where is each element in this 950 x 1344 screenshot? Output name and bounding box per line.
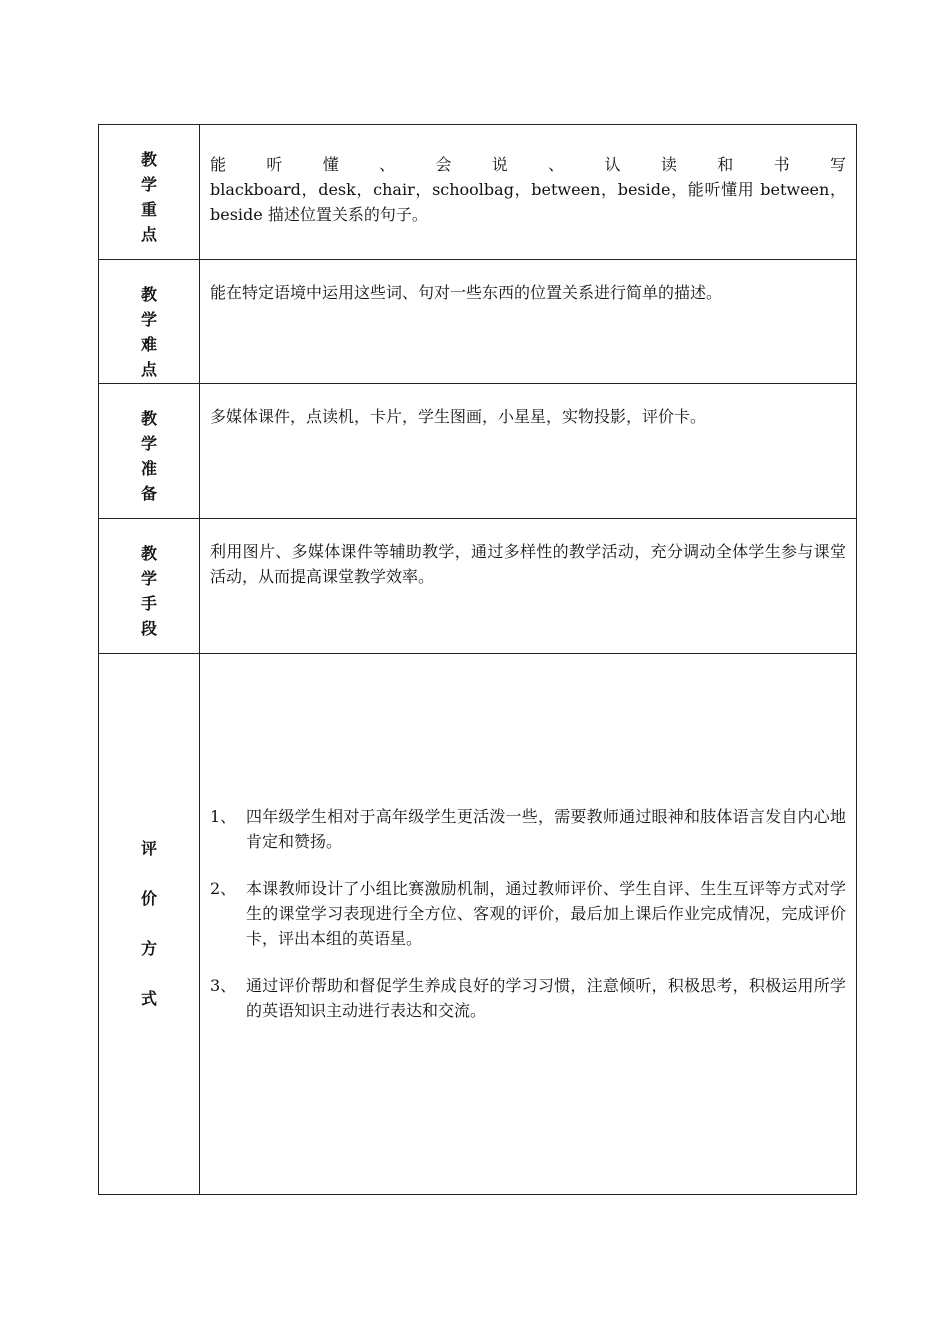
label-char: 重 [140,200,157,219]
char: 写 [829,155,846,174]
content-cell [200,125,857,260]
item-text: 四年级学生相对于高年级学生更活泼一些，需要教师通过眼神和肢体语言发自内心地肯定和赞扬。 [246,806,846,851]
label-char: 段 [140,619,157,638]
label-char: 评 [140,839,157,858]
label-char: 学 [140,434,157,453]
label-char: 教 [140,544,157,563]
label-char: 教 [140,409,157,428]
item-text: 本课教师设计了小组比赛激励机制，通过教师评价、学生自评、生生互评等方式对学生的课堂学习表现进行全方位、客观的评价，最后加上课后作业完成情况，完成评价卡，评出本组的英语星。 [246,878,846,948]
char: 、 [379,155,396,174]
char: 懂 [322,155,339,174]
key-points-rest: blackboard，desk，chair，schoolbag，between，beside，能听懂用 between，beside 描述位置关系的句子。 [210,180,846,224]
item-number: 3、 [210,975,237,995]
row-key-points [99,125,857,260]
row-evaluation [99,654,857,1195]
item-text: 通过评价帮助和督促学生养成良好的学习习惯，注意倾听，积极思考，积极运用所学的英语知识主动进行表达和交流。 [246,975,846,1020]
label-char: 点 [140,225,157,244]
preparation-text: 多媒体课件，点读机，卡片，学生图画，小星星，实物投影，评价卡。 [210,407,707,426]
content-cell [200,260,857,384]
label-char: 学 [140,175,157,194]
stretched-first-line [210,152,846,177]
label-char: 备 [140,484,157,503]
label-cell [99,519,200,654]
content-cell [200,654,857,1195]
row-label-evaluation [99,654,199,1194]
label-char: 难 [140,335,157,354]
label-char: 教 [140,150,157,169]
char: 听 [266,155,283,174]
label-stack [141,824,157,1024]
label-char: 学 [140,569,157,588]
label-cell [99,260,200,384]
label-char: 方 [140,939,157,958]
char: 认 [604,155,621,174]
lesson-plan-table [98,124,857,1195]
evaluation-list [210,654,846,1194]
row-label-difficulties [99,260,199,382]
row-label-methods [99,519,199,641]
char: 说 [491,155,508,174]
content-cell [200,519,857,654]
char: 读 [660,155,677,174]
row-label-key-points [99,125,199,247]
label-char: 准 [140,459,157,478]
item-number: 1、 [210,806,237,826]
key-points-text [210,125,846,227]
char: 会 [435,155,452,174]
char: 书 [773,155,790,174]
label-char: 教 [140,285,157,304]
row-difficulties [99,260,857,384]
list-item [210,973,846,1023]
char: 能 [210,155,227,174]
row-preparation [99,384,857,519]
difficulties-text: 能在特定语境中运用这些词、句对一些东西的位置关系进行简单的描述。 [210,283,723,302]
content-cell [200,384,857,519]
label-char: 学 [140,310,157,329]
list-item [210,804,846,854]
label-char: 点 [140,360,157,379]
methods-text: 利用图片、多媒体课件等辅助教学，通过多样性的教学活动，充分调动全体学生参与课堂活动，从而提高课堂教学效率。 [210,542,846,586]
row-methods [99,519,857,654]
list-item [210,876,846,951]
label-cell [99,654,200,1195]
label-char: 式 [140,989,157,1008]
row-label-preparation [99,384,199,506]
item-number: 2、 [210,878,237,898]
label-cell [99,125,200,260]
label-char: 价 [140,889,157,908]
label-cell [99,384,200,519]
label-char: 手 [140,594,157,613]
char: 和 [717,155,734,174]
char: 、 [548,155,565,174]
